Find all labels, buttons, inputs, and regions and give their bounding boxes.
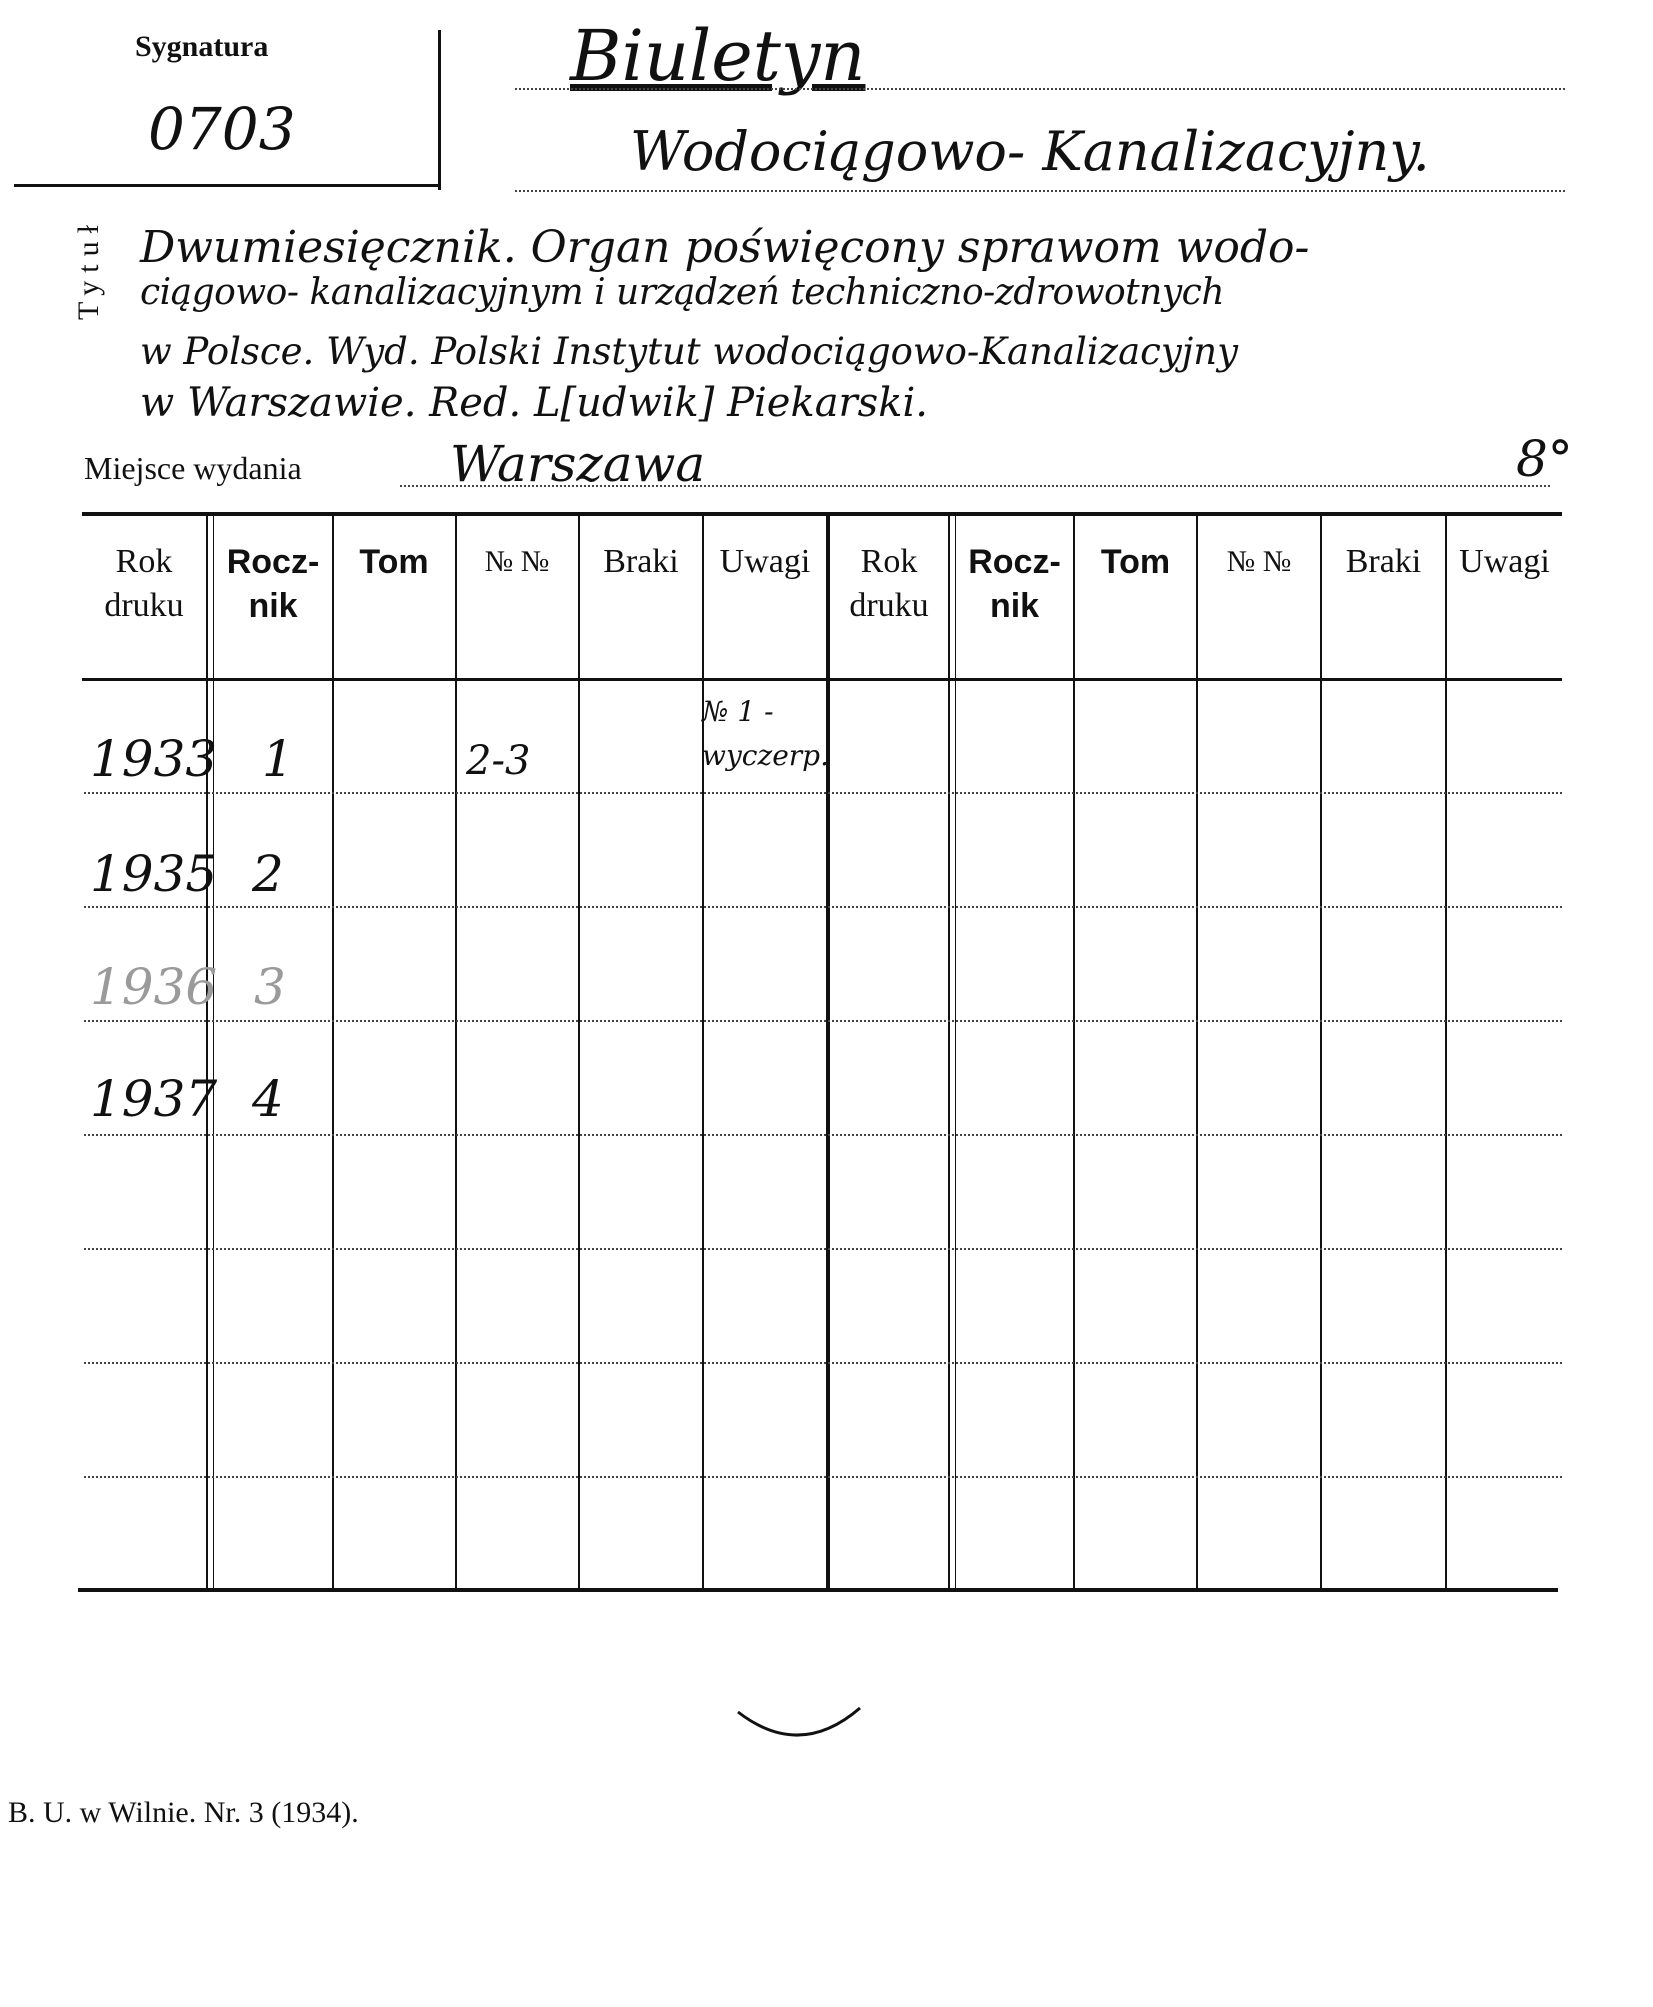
sygnatura-underline <box>14 184 438 187</box>
col-header-rocznik-2: Rocz- nik <box>968 543 1061 625</box>
title-line1: Biuletyn <box>570 15 866 97</box>
table-cell-nr: 2-3 <box>466 738 531 784</box>
table-cell-rocznik: 1 <box>262 730 294 788</box>
col-divider <box>1196 516 1198 1588</box>
row-rule <box>84 1476 1562 1478</box>
description-line4: w Warszawie. Red. L[udwik] Piekarski. <box>140 380 928 426</box>
format-value: 8° <box>1516 430 1573 488</box>
table-cell-rocznik: 4 <box>252 1070 284 1128</box>
row-rule <box>84 1362 1562 1364</box>
col-divider <box>455 516 457 1588</box>
place-rule <box>400 485 1550 487</box>
title-line1-rule <box>515 88 1565 90</box>
col-header-tom-2: Tom <box>1100 543 1171 581</box>
row-rule <box>84 792 1562 794</box>
col-header-uwagi-2: Uwagi <box>1459 543 1550 580</box>
description-line3: w Polsce. Wyd. Polski Instytut wodociągowo-Kanalizacyjny <box>140 330 1239 373</box>
row-rule <box>84 1134 1562 1136</box>
col-header-rocznik: Rocz- nik <box>226 543 320 625</box>
col-divider <box>1320 516 1322 1588</box>
col-header-braki-2: Braki <box>1345 543 1422 580</box>
table-cell-rocznik: 2 <box>252 845 284 903</box>
table-cell-rok: 1936 <box>90 958 218 1016</box>
col-header-nrnr-2: № № <box>1226 545 1292 578</box>
sygnatura-value: 0703 <box>148 95 296 163</box>
col-divider-center <box>826 516 830 1588</box>
place-value: Warszawa <box>450 435 706 493</box>
sygnatura-label: Sygnatura <box>135 30 269 63</box>
footer-imprint: B. U. w Wilnie. Nr. 3 (1934). <box>8 1796 359 1829</box>
description-line1: Dwumiesięcznik. Organ poświęcony sprawom wodo- <box>140 222 1310 273</box>
title-line2-rule <box>515 190 1565 192</box>
col-header-uwagi: Uwagi <box>719 543 811 580</box>
table-cell-rok: 1933 <box>90 730 218 788</box>
col-divider <box>1445 516 1447 1588</box>
table-bottom-rule <box>78 1588 1558 1592</box>
title-line2: Wodociągowo- Kanalizacyjny. <box>630 120 1430 183</box>
col-header-braki: Braki <box>603 543 679 580</box>
col-divider <box>578 516 580 1588</box>
col-header-tom: Tom <box>359 543 429 581</box>
col-divider <box>1073 516 1075 1588</box>
col-divider <box>948 516 950 1588</box>
table-cell-rok: 1937 <box>90 1070 218 1128</box>
row-rule <box>84 1248 1562 1250</box>
col-divider <box>702 516 704 1588</box>
place-label: Miejsce wydania <box>84 450 302 486</box>
col-divider <box>332 516 334 1588</box>
tytul-label: Tytuł <box>72 217 105 320</box>
punch-hole-curve <box>730 1700 870 1760</box>
sygnatura-divider <box>438 30 441 190</box>
row-rule <box>84 906 1562 908</box>
table-cell-rocznik: 3 <box>254 958 286 1016</box>
col-divider <box>213 516 214 1588</box>
col-divider <box>955 516 956 1588</box>
description-line2: ciągowo- kanalizacyjnym i urządzeń techniczno-zdrowotnych <box>140 272 1225 313</box>
col-divider <box>206 516 208 1588</box>
col-header-nrnr: № № <box>484 545 550 578</box>
table-header-rule <box>82 678 1562 681</box>
table-cell-uwagi: № 1 - wyczerp. <box>702 695 829 772</box>
col-header-rok-druku: Rok druku <box>104 543 184 624</box>
col-header-rok-druku-2: Rok druku <box>849 543 929 624</box>
table-top-rule <box>82 512 1562 516</box>
row-rule <box>84 1020 1562 1022</box>
table-cell-rok: 1935 <box>90 845 218 903</box>
